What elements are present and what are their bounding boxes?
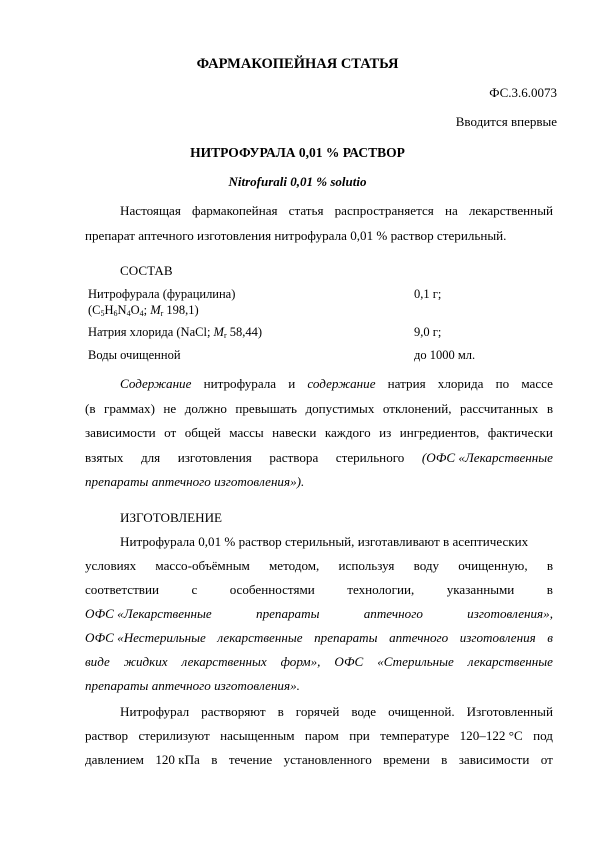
content-line-4: взятых для изготовления раствора стерильного (ОФС «Лекарственные bbox=[85, 450, 553, 465]
doc-title: НИТРОФУРАЛА 0,01 % РАСТВОР bbox=[190, 145, 405, 160]
content-line-5: препараты аптечного изготовления»). bbox=[85, 474, 305, 489]
composition-row-2-name: Натрия хлорида (NaCl; $M_r$ 58,44) bbox=[88, 325, 263, 340]
manufacturing-p2-line-3: давлением 120 кПа в течение установленного времени в зависимости от bbox=[85, 752, 553, 767]
manufacturing-p1-line-1: Нитрофурала 0,01 % раствор стерильный, изготавливают в асептических bbox=[120, 534, 529, 549]
manufacturing-p1-line-2: условиях массо-объёмным методом, используя воду очищенную, в bbox=[85, 558, 553, 573]
intro-line-2: препарат аптечного изготовления нитрофурала 0,01 % раствор стерильный. bbox=[85, 228, 507, 243]
composition-row-1-amount: 0,1 г; bbox=[414, 287, 442, 301]
composition-row-1-name: Нитрофурала (фурацилина) bbox=[88, 287, 236, 301]
manufacturing-p2-line-2: раствор стерилизуют насыщенным паром при температуре 120–122 °C под bbox=[85, 728, 553, 743]
manufacturing-p1-line-6: виде жидких лекарственных форм», ОФС «Стерильные лекарственные bbox=[85, 654, 553, 669]
composition-row-1-formula: ($C_5H_6N_4O_4$; $M_r$ 198,1) bbox=[88, 303, 199, 318]
manufacturing-p2-line-1: Нитрофурал растворяют в горячей воде очищенной. Изготовленный bbox=[120, 704, 553, 719]
composition-row-2-amount: 9,0 г; bbox=[414, 325, 442, 339]
manufacturing-p1-line-5: ОФС «Нестерильные лекарственные препараты аптечного изготовления в bbox=[85, 630, 553, 645]
content-line-3: зависимости от общей массы навески каждого из ингредиентов, фактически bbox=[85, 425, 553, 440]
composition-row-3-amount: до 1000 мл. bbox=[414, 348, 476, 362]
composition-row-3-name: Воды очищенной bbox=[88, 348, 181, 362]
manufacturing-heading: ИЗГОТОВЛЕНИЕ bbox=[120, 510, 223, 525]
latin-title: Nitrofurali 0,01 % solutio bbox=[228, 174, 367, 189]
manufacturing-p1-line-3: соответствии с особенностями технологии, указанными в bbox=[85, 582, 553, 597]
content-line-2: (в граммах) не должно превышать допустимых отклонений, рассчитанных в bbox=[85, 401, 553, 416]
intro-line-1: Настоящая фармакопейная статья распространяется на лекарственный bbox=[120, 203, 553, 218]
content-line-1: Содержание нитрофурала и содержание натрия хлорида по массе bbox=[120, 376, 553, 391]
doc-heading: ФАРМАКОПЕЙНАЯ СТАТЬЯ bbox=[196, 56, 399, 72]
manufacturing-p1-line-7: препараты аптечного изготовления». bbox=[85, 678, 300, 693]
doc-code: ФС.3.6.0073 bbox=[489, 85, 557, 100]
manufacturing-p1-line-4: ОФС «Лекарственные препараты аптечного изготовления», bbox=[85, 606, 553, 621]
composition-heading: СОСТАВ bbox=[120, 263, 173, 278]
introduced-note: Вводится впервые bbox=[455, 114, 557, 129]
